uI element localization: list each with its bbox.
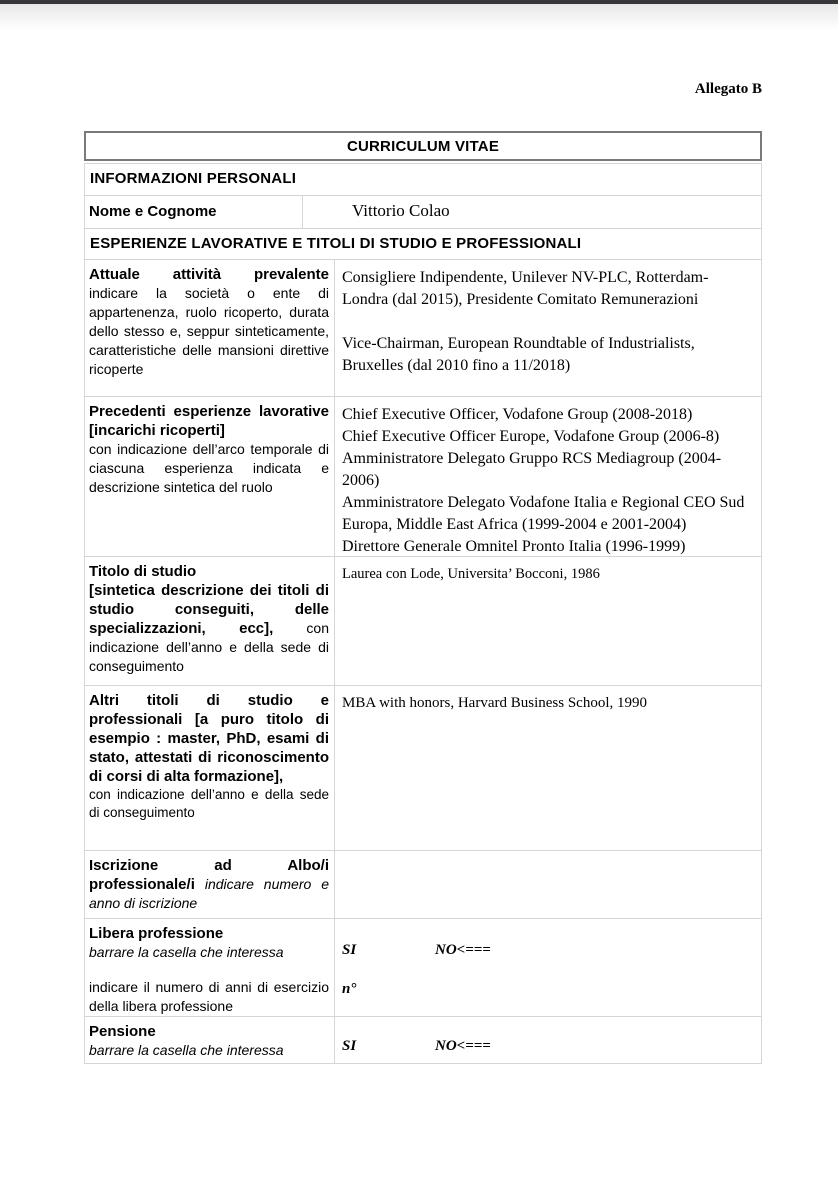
precedenti-label-cell: [85, 397, 335, 556]
pensione-title: Pensione: [89, 1023, 156, 1040]
titolo-value-cell: [335, 557, 761, 685]
libera-si-no-line: [342, 939, 753, 961]
cv-title-box: [84, 131, 762, 161]
precedenti-note: con indicazione dell’arco temporale di ciascuna esperienza indicata e descrizione sintetica del ruolo: [89, 441, 329, 495]
iscrizione-value-cell: [335, 851, 761, 918]
libera-title: Libera professione: [89, 925, 224, 942]
pensione-no-option: NO<===: [435, 1038, 491, 1054]
section-title-informazioni: INFORMAZIONI PERSONALI: [90, 170, 297, 187]
row-precedenti-esperienze: [85, 396, 761, 556]
annex-label: Allegato B: [694, 81, 762, 97]
libera-no-option: NO<===: [435, 942, 491, 958]
row-esperienze-header: [85, 228, 761, 259]
precedenti-item: Amministratore Delegato Gruppo RCS Mediagroup (2004-2006): [342, 450, 722, 489]
titolo-value: Laurea con Lode, Universita’ Bocconi, 1986: [342, 566, 600, 582]
precedenti-item: Amministratore Delegato Vodafone Italia e Regional CEO Sud Europa, Middle East Africa (1999-2004 e 2001-2004): [342, 494, 745, 533]
libera-value-cell: [335, 919, 761, 1016]
precedenti-item: Chief Executive Officer Europe, Vodafone Group (2006-8): [342, 428, 720, 445]
precedenti-value-cell: [335, 397, 761, 556]
name-value: Vittorio Colao: [352, 201, 450, 220]
altri-label-cell: [85, 686, 335, 850]
pensione-si-option: SI: [342, 1038, 357, 1054]
titolo-subtitle: [sintetica descrizione dei titoli di studio conseguiti, delle specializzazioni, ecc],: [89, 582, 329, 637]
attuale-note: indicare la società o ente di appartenenza, ruolo ricoperto, durata dello stesso e, seppur sinteticamente, caratteristiche delle mansioni direttive ricoperte: [89, 285, 329, 377]
altri-value: MBA with honors, Harvard Business School, 1990: [342, 695, 647, 711]
iscrizione-title: Iscrizione ad Albo/i professionale/i: [89, 857, 329, 893]
titolo-title: Titolo di studio: [89, 563, 197, 580]
row-iscrizione-albo: [85, 850, 761, 918]
blank-line: [342, 311, 753, 333]
cv-table: [84, 163, 762, 1064]
libera-label-cell: [85, 919, 335, 1016]
altri-note: con indicazione dell’anno e della sede di conseguimento: [89, 787, 329, 820]
pensione-note: barrare la casella che interessa: [89, 1042, 284, 1058]
precedenti-item: Chief Executive Officer, Vodafone Group (2008-2018): [342, 406, 693, 423]
libera-anni-line: [342, 978, 753, 1000]
pensione-label-cell: [85, 1017, 335, 1063]
attuale-title: Attuale attività prevalente: [89, 266, 329, 283]
titolo-note: con indicazione dell’anno e della sede di conseguimento: [89, 620, 329, 674]
attuale-label-cell: [85, 260, 335, 396]
altri-value-cell: [335, 686, 761, 850]
iscrizione-label-cell: [85, 851, 335, 918]
section-title-esperienze: ESPERIENZE LAVORATIVE E TITOLI DI STUDIO E PROFESSIONALI: [90, 235, 582, 252]
row-nome-cognome: [85, 195, 761, 228]
precedenti-item: Direttore Generale Omnitel Pronto Italia (1996-1999): [342, 538, 686, 555]
row-titolo-di-studio: [85, 556, 761, 685]
iscrizione-note: indicare numero e anno di iscrizione: [89, 876, 330, 911]
attuale-value-2: Vice-Chairman, European Roundtable of Industrialists, Bruxelles (dal 2010 fino a 11/2018): [342, 335, 695, 374]
titolo-label-cell: [85, 557, 335, 685]
attuale-value-1: Consigliere Indipendente, Unilever NV-PLC, Rotterdam-Londra (dal 2015), Presidente Comitato Remunerazioni: [342, 269, 709, 308]
row-pensione: [85, 1016, 761, 1063]
name-label: Nome e Cognome: [85, 196, 303, 228]
precedenti-title: Precedenti esperienze lavorative [incarichi ricoperti]: [89, 403, 329, 439]
libera-note-2: indicare il numero di anni di esercizio della libera professione: [89, 979, 329, 1014]
page-top-shadow: [0, 4, 838, 30]
pensione-si-no-line: [342, 1035, 753, 1057]
row-altri-titoli: [85, 685, 761, 850]
altri-title: Altri titoli di studio e professionali [a puro titolo di esempio : master, PhD, esami di stato, attestati di riconoscimento di corsi di alta formazione],: [89, 692, 329, 785]
libera-si-option: SI: [342, 942, 357, 958]
attuale-value-cell: [335, 260, 761, 396]
blank-line: [89, 962, 329, 978]
row-informazioni-personali: [85, 164, 761, 195]
row-attuale-attivita: [85, 259, 761, 396]
libera-n-label: n°: [342, 981, 357, 997]
cv-title: CURRICULUM VITAE: [346, 137, 500, 155]
row-libera-professione: [85, 918, 761, 1016]
pensione-value-cell: [335, 1017, 761, 1063]
libera-note-1: barrare la casella che interessa: [89, 944, 284, 960]
